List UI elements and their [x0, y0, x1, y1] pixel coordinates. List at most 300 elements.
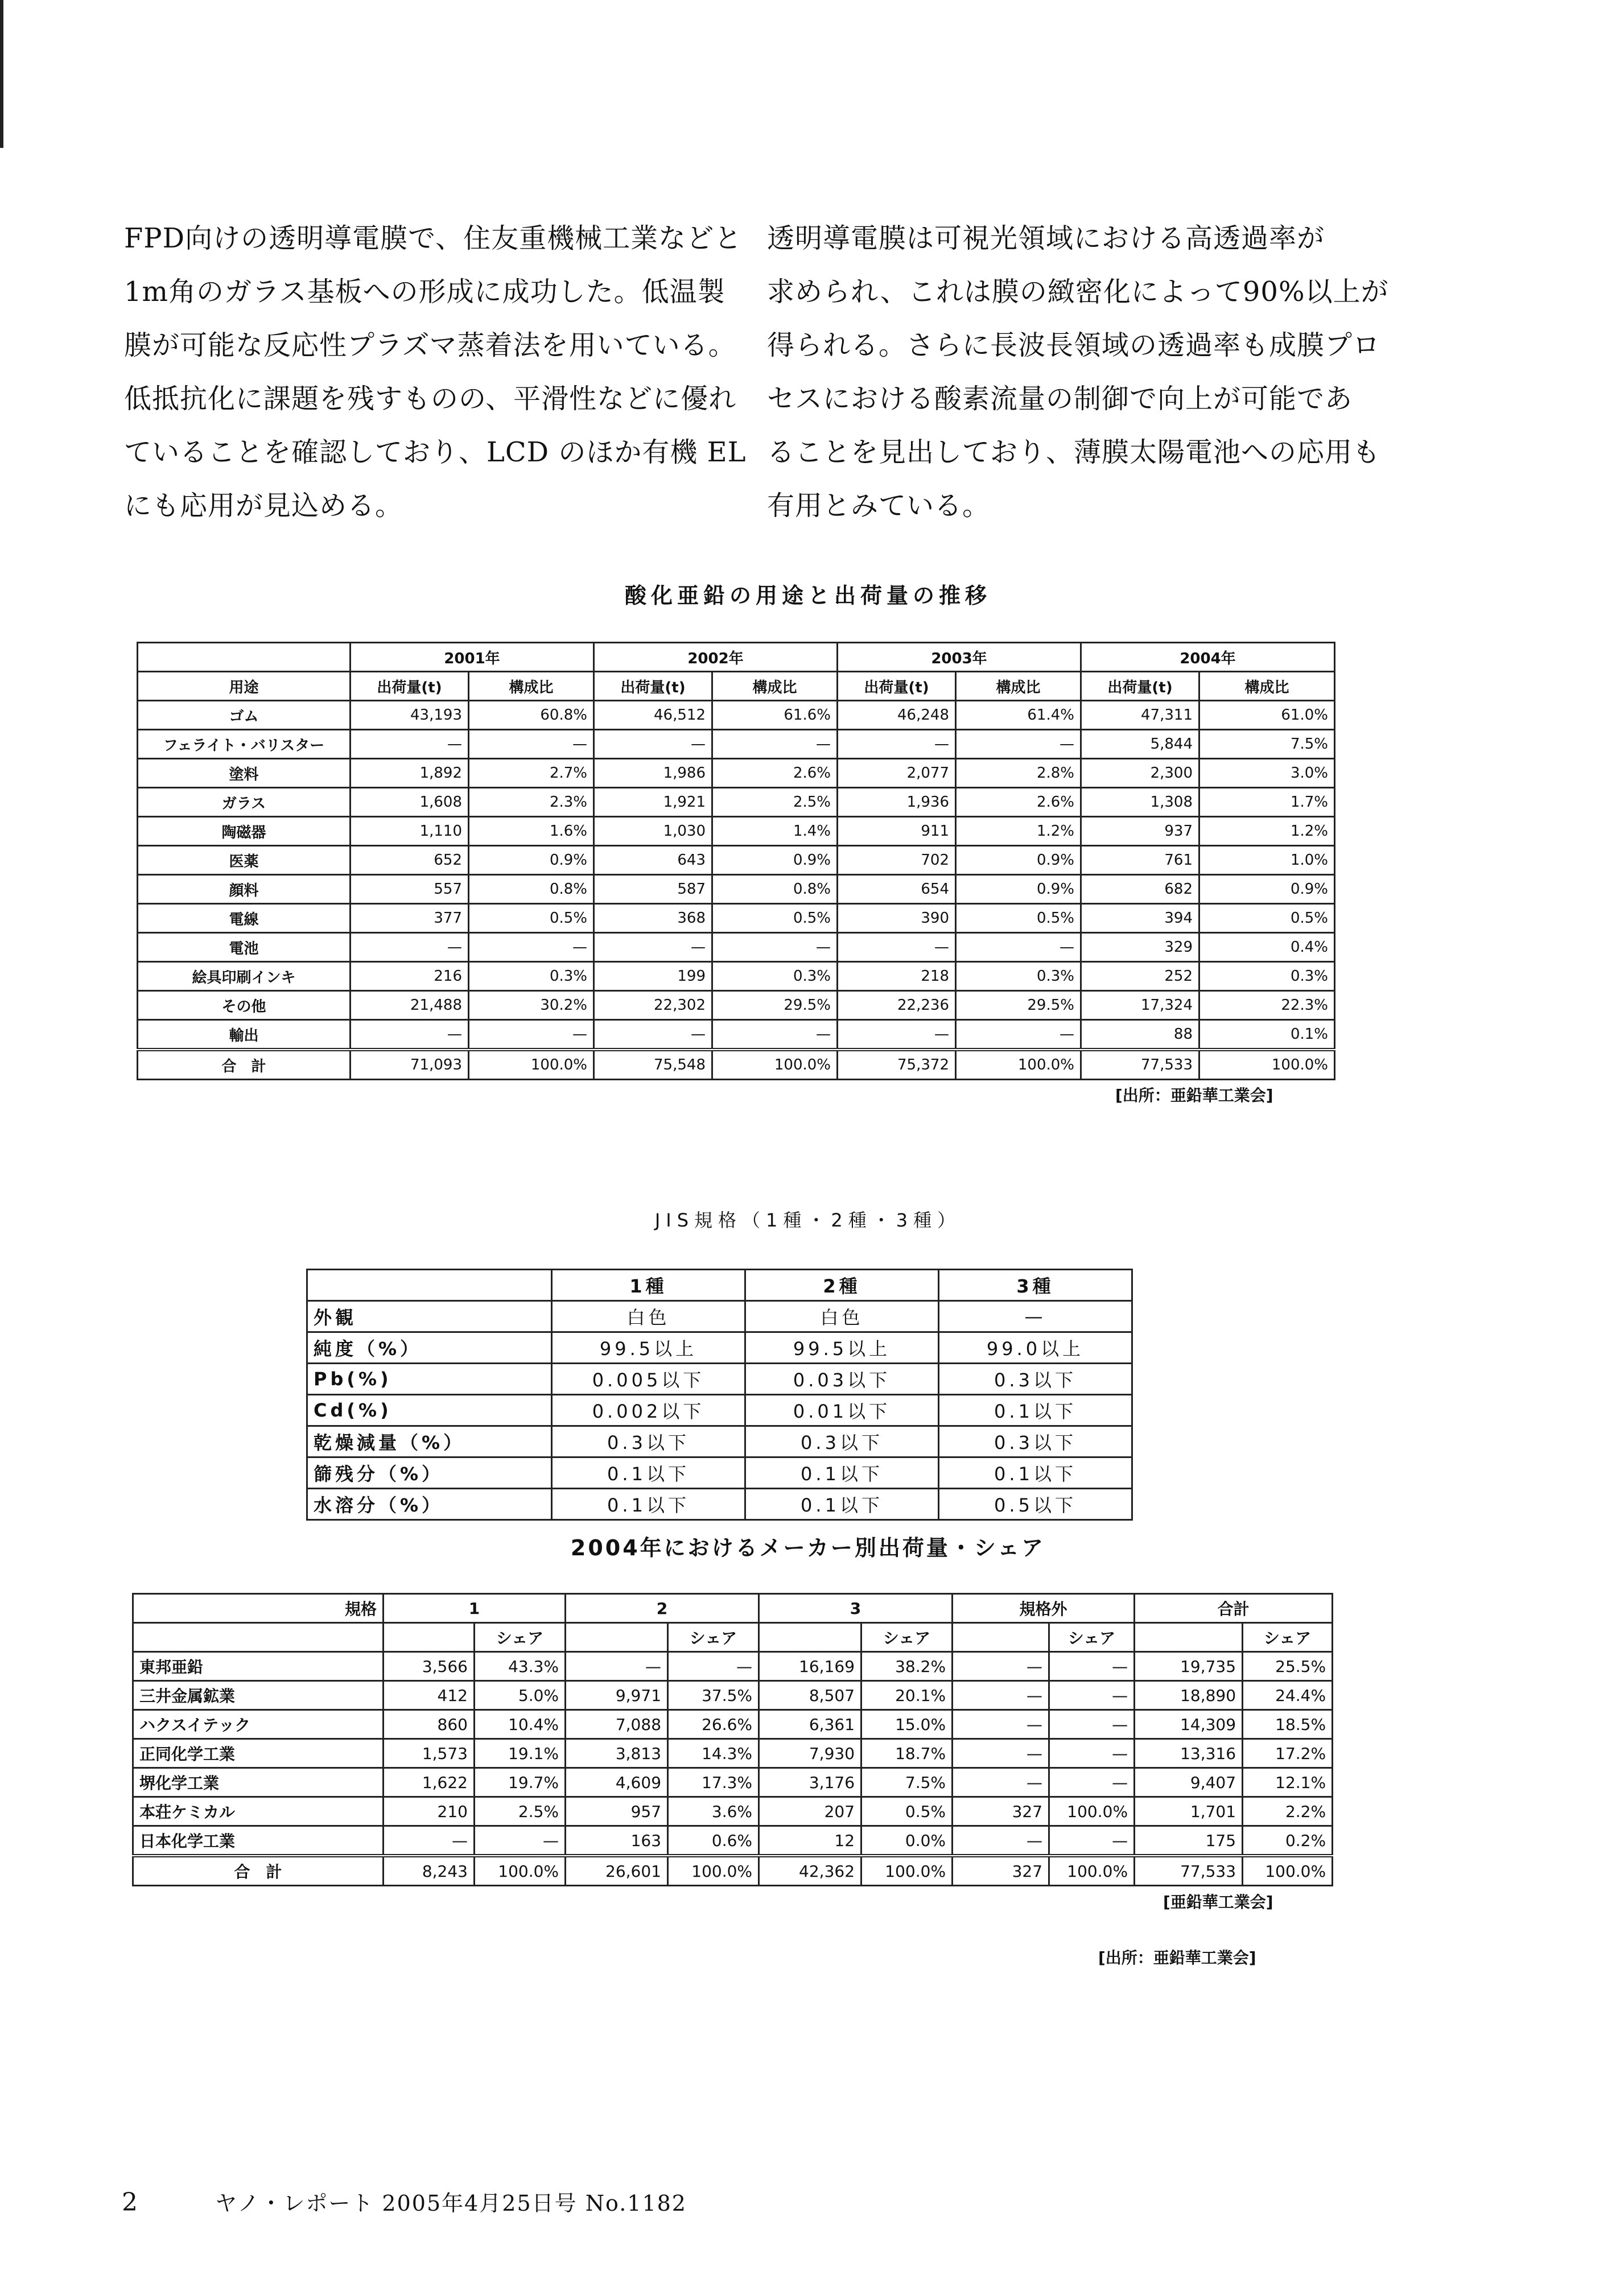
data-cell: 0.1以下	[939, 1457, 1132, 1489]
data-cell: 17,324	[1081, 991, 1199, 1020]
table-header-row	[133, 1623, 1333, 1652]
data-cell: 99.0以上	[939, 1332, 1132, 1364]
maker-name: 本荘ケミカル	[133, 1797, 384, 1826]
data-cell: 2.5%	[712, 788, 838, 817]
data-cell: —	[953, 1768, 1049, 1797]
data-cell: 7.5%	[861, 1768, 953, 1797]
data-cell: 0.0%	[861, 1826, 953, 1856]
table-row	[307, 1457, 1132, 1489]
data-cell: —	[566, 1652, 668, 1681]
usage-label: 顔料	[138, 875, 351, 904]
data-cell: 1.4%	[712, 817, 838, 846]
header-cell	[133, 1623, 384, 1652]
header-cell	[138, 643, 351, 672]
data-cell: 0.1以下	[552, 1489, 745, 1520]
data-cell: 643	[594, 846, 712, 875]
share-header: シェア	[1243, 1623, 1333, 1652]
data-cell: 26.6%	[668, 1710, 759, 1739]
data-cell: 0.3以下	[552, 1426, 745, 1457]
text-line: 1m角のガラス基板への形成に成功した。低温製	[124, 276, 725, 308]
table2-body	[307, 1270, 1132, 1520]
maker-name: ハクスイテック	[133, 1710, 384, 1739]
data-cell: 38.2%	[861, 1652, 953, 1681]
data-cell: 75,372	[838, 1050, 956, 1080]
table3-caption: 2004年におけるメーカー別出荷量・シェア	[570, 1535, 1046, 1560]
data-cell: 18,890	[1135, 1681, 1243, 1710]
property-label: Cd(%)	[307, 1395, 552, 1426]
table-row	[307, 1489, 1132, 1520]
data-cell: 163	[566, 1826, 668, 1856]
header-cell	[1135, 1623, 1243, 1652]
table-row	[138, 962, 1335, 991]
column-header: 出荷量(t)	[594, 672, 712, 701]
table-row	[138, 788, 1335, 817]
data-cell: 0.3%	[1199, 962, 1335, 991]
data-cell: —	[1049, 1826, 1135, 1856]
data-cell: 6,361	[759, 1710, 861, 1739]
data-cell: 14.3%	[668, 1739, 759, 1768]
data-cell: 0.9%	[469, 846, 594, 875]
data-cell: 0.002以下	[552, 1395, 745, 1426]
data-cell: —	[956, 730, 1081, 759]
data-cell: 0.4%	[1199, 933, 1335, 962]
data-cell: 白色	[552, 1301, 745, 1332]
data-cell: 61.6%	[712, 701, 838, 730]
data-cell: 47,311	[1081, 701, 1199, 730]
data-cell: 17.2%	[1243, 1739, 1333, 1768]
data-cell: —	[469, 1020, 594, 1050]
usage-label: 塗料	[138, 759, 351, 788]
table-row	[138, 904, 1335, 933]
text-line: にも応用が見込める。	[124, 490, 403, 522]
table3-source-inner: [亜鉛華工業会]	[1163, 1893, 1273, 1911]
data-cell: —	[939, 1301, 1132, 1332]
usage-label: ゴム	[138, 701, 351, 730]
data-cell: 100.0%	[956, 1050, 1081, 1080]
data-cell: 25.5%	[1243, 1652, 1333, 1681]
body-text	[124, 212, 1389, 530]
data-cell: 7,930	[759, 1739, 861, 1768]
data-cell: 199	[594, 962, 712, 991]
data-cell: 99.5以上	[745, 1332, 939, 1364]
data-cell: 1,573	[384, 1739, 475, 1768]
data-cell: —	[712, 1020, 838, 1050]
header-cell	[953, 1623, 1049, 1652]
usage-label: 陶磁器	[138, 817, 351, 846]
table-row	[138, 933, 1335, 962]
grade-header: 2種	[745, 1270, 939, 1301]
text-line: ることを見出しており、薄膜太陽電池への応用も	[767, 436, 1381, 468]
data-cell: 3,813	[566, 1739, 668, 1768]
column-header: 構成比	[1199, 672, 1335, 701]
binding-edge-mark	[0, 0, 3, 148]
data-cell: 8,243	[384, 1856, 475, 1886]
data-cell: —	[956, 933, 1081, 962]
data-cell: —	[594, 933, 712, 962]
usage-label: フェライト・バリスター	[138, 730, 351, 759]
data-cell: 7.5%	[1199, 730, 1335, 759]
data-cell: 18.7%	[861, 1739, 953, 1768]
data-cell: —	[953, 1681, 1049, 1710]
data-cell: 42,362	[759, 1856, 861, 1886]
data-cell: 0.3以下	[939, 1364, 1132, 1395]
data-cell: 15.0%	[861, 1710, 953, 1739]
data-cell: 1.2%	[956, 817, 1081, 846]
data-cell: 3.0%	[1199, 759, 1335, 788]
data-cell: 0.3%	[469, 962, 594, 991]
share-header: シェア	[861, 1623, 953, 1652]
data-cell: 0.1%	[1199, 1020, 1335, 1050]
data-cell: 377	[351, 904, 469, 933]
data-cell: 46,248	[838, 701, 956, 730]
data-cell: 1,608	[351, 788, 469, 817]
column-header: 構成比	[956, 672, 1081, 701]
data-cell: —	[712, 730, 838, 759]
data-cell: 19.7%	[475, 1768, 566, 1797]
data-cell: 0.3%	[712, 962, 838, 991]
data-cell: 43,193	[351, 701, 469, 730]
data-cell: 26,601	[566, 1856, 668, 1886]
table-row	[133, 1710, 1333, 1739]
data-cell: 0.9%	[956, 846, 1081, 875]
data-cell: 0.1以下	[745, 1457, 939, 1489]
data-cell: 16,169	[759, 1652, 861, 1681]
data-cell: 10.4%	[475, 1710, 566, 1739]
data-cell: 587	[594, 875, 712, 904]
data-cell: 327	[953, 1856, 1049, 1886]
data-cell: 218	[838, 962, 956, 991]
header-cell	[566, 1623, 668, 1652]
data-cell: 0.1以下	[745, 1489, 939, 1520]
maker-name: 東邦亜鉛	[133, 1652, 384, 1681]
data-cell: 0.5%	[1199, 904, 1335, 933]
data-cell: 207	[759, 1797, 861, 1826]
data-cell: 1,986	[594, 759, 712, 788]
data-cell: 46,512	[594, 701, 712, 730]
data-cell: 4,609	[566, 1768, 668, 1797]
text-line: ていることを確認しており、LCD のほか有機 EL	[124, 436, 747, 468]
data-cell: 1.6%	[469, 817, 594, 846]
data-cell: —	[1049, 1739, 1135, 1768]
maker-name: 三井金属鉱業	[133, 1681, 384, 1710]
table-row	[138, 701, 1335, 730]
data-cell: 3,566	[384, 1652, 475, 1681]
data-cell: —	[1049, 1710, 1135, 1739]
table-row	[307, 1332, 1132, 1364]
data-cell: 0.5%	[956, 904, 1081, 933]
data-cell: 2.5%	[475, 1797, 566, 1826]
grade-group-header: 1	[384, 1594, 566, 1623]
maker-name: 日本化学工業	[133, 1826, 384, 1856]
data-cell: 557	[351, 875, 469, 904]
data-cell: 368	[594, 904, 712, 933]
data-cell: 43.3%	[475, 1652, 566, 1681]
data-cell: 0.3以下	[745, 1426, 939, 1457]
table-row	[138, 846, 1335, 875]
table-row	[307, 1301, 1132, 1332]
data-cell: 100.0%	[1049, 1856, 1135, 1886]
table-row	[138, 817, 1335, 846]
data-cell: 860	[384, 1710, 475, 1739]
data-cell: —	[1049, 1681, 1135, 1710]
text-line: セスにおける酸素流量の制御で向上が可能であ	[767, 383, 1353, 415]
usage-label: その他	[138, 991, 351, 1020]
grade-header: 3種	[939, 1270, 1132, 1301]
data-cell: 9,407	[1135, 1768, 1243, 1797]
data-cell: 1,110	[351, 817, 469, 846]
table-row	[138, 875, 1335, 904]
header-cell	[759, 1623, 861, 1652]
data-cell: 0.9%	[1199, 875, 1335, 904]
table-row	[138, 759, 1335, 788]
data-cell: —	[594, 1020, 712, 1050]
data-cell: 1,030	[594, 817, 712, 846]
data-cell: 100.0%	[712, 1050, 838, 1080]
table-row	[133, 1681, 1333, 1710]
data-cell: —	[953, 1652, 1049, 1681]
data-cell: 71,093	[351, 1050, 469, 1080]
table1-body	[138, 643, 1335, 1080]
data-cell: 0.03以下	[745, 1364, 939, 1395]
text-line: 得られる。さらに長波長領域の透過率も成膜プロ	[767, 329, 1381, 361]
data-cell: —	[384, 1826, 475, 1856]
data-cell: 22.3%	[1199, 991, 1335, 1020]
data-cell: 8,507	[759, 1681, 861, 1710]
table-header-row	[307, 1270, 1132, 1301]
data-cell: 412	[384, 1681, 475, 1710]
data-cell: 0.9%	[956, 875, 1081, 904]
year-header: 2004年	[1081, 643, 1335, 672]
usage-label: 電線	[138, 904, 351, 933]
data-cell: 12.1%	[1243, 1768, 1333, 1797]
data-cell: 0.1以下	[552, 1457, 745, 1489]
data-cell: 1,622	[384, 1768, 475, 1797]
data-cell: 2.6%	[712, 759, 838, 788]
data-cell: 0.8%	[712, 875, 838, 904]
data-cell: 394	[1081, 904, 1199, 933]
data-cell: 1,921	[594, 788, 712, 817]
year-header: 2001年	[351, 643, 594, 672]
table-row	[307, 1395, 1132, 1426]
total-row	[138, 1050, 1335, 1080]
data-cell: 761	[1081, 846, 1199, 875]
year-header: 2002年	[594, 643, 838, 672]
data-cell: 29.5%	[956, 991, 1081, 1020]
data-cell: 2.2%	[1243, 1797, 1333, 1826]
data-cell: 0.5以下	[939, 1489, 1132, 1520]
grade-group-header: 規格外	[953, 1594, 1135, 1623]
data-cell: 19,735	[1135, 1652, 1243, 1681]
data-cell: 327	[953, 1797, 1049, 1826]
body-column-right	[767, 212, 1389, 532]
data-cell: 7,088	[566, 1710, 668, 1739]
data-cell: —	[668, 1652, 759, 1681]
table-row	[138, 730, 1335, 759]
data-cell: 20.1%	[861, 1681, 953, 1710]
data-cell: 210	[384, 1797, 475, 1826]
data-cell: 75,548	[594, 1050, 712, 1080]
corner-header: 規格	[133, 1594, 384, 1623]
data-cell: 100.0%	[1243, 1856, 1333, 1886]
jis-standard-table	[306, 1269, 1133, 1521]
data-cell: 390	[838, 904, 956, 933]
maker-name: 堺化学工業	[133, 1768, 384, 1797]
data-cell: 13,316	[1135, 1739, 1243, 1768]
body-column-left	[124, 212, 747, 532]
data-cell: 2.6%	[956, 788, 1081, 817]
data-cell: 22,302	[594, 991, 712, 1020]
data-cell: 0.2%	[1243, 1826, 1333, 1856]
data-cell: 21,488	[351, 991, 469, 1020]
property-label: 純度（%）	[307, 1332, 552, 1364]
data-cell: 2.7%	[469, 759, 594, 788]
table-row	[133, 1652, 1333, 1681]
data-cell: —	[469, 730, 594, 759]
usage-label: 電池	[138, 933, 351, 962]
data-cell: 1.0%	[1199, 846, 1335, 875]
data-cell: —	[953, 1739, 1049, 1768]
data-cell: 100.0%	[668, 1856, 759, 1886]
data-cell: —	[953, 1710, 1049, 1739]
data-cell: 0.3%	[956, 962, 1081, 991]
data-cell: 100.0%	[475, 1856, 566, 1886]
data-cell: —	[351, 1020, 469, 1050]
table2-caption: JIS規格（1種・2種・3種）	[654, 1209, 962, 1231]
data-cell: 61.4%	[956, 701, 1081, 730]
data-cell: 60.8%	[469, 701, 594, 730]
maker-name: 正同化学工業	[133, 1739, 384, 1768]
data-cell: 1.7%	[1199, 788, 1335, 817]
table-row	[138, 1020, 1335, 1050]
data-cell: 22,236	[838, 991, 956, 1020]
column-header: 用途	[138, 672, 351, 701]
column-header: 出荷量(t)	[838, 672, 956, 701]
table3-source: [出所：亜鉛華工業会]	[1098, 1948, 1256, 1967]
share-header: シェア	[475, 1623, 566, 1652]
data-cell: 12	[759, 1826, 861, 1856]
data-cell: 2.8%	[956, 759, 1081, 788]
data-cell: 18.5%	[1243, 1710, 1333, 1739]
total-label: 合 計	[138, 1050, 351, 1080]
data-cell: 100.0%	[861, 1856, 953, 1886]
table-row	[307, 1426, 1132, 1457]
data-cell: —	[953, 1826, 1049, 1856]
text-line: 膜が可能な反応性プラズマ蒸着法を用いている。	[124, 329, 736, 361]
column-header: 出荷量(t)	[1081, 672, 1199, 701]
property-label: Pb(%)	[307, 1364, 552, 1395]
data-cell: 329	[1081, 933, 1199, 962]
data-cell: —	[956, 1020, 1081, 1050]
data-cell: 1,936	[838, 788, 956, 817]
table-row	[133, 1768, 1333, 1797]
table1-caption: 酸化亜鉛の用途と出荷量の推移	[624, 583, 991, 608]
data-cell: 3.6%	[668, 1797, 759, 1826]
data-cell: 0.1以下	[939, 1395, 1132, 1426]
data-cell: —	[475, 1826, 566, 1856]
data-cell: 0.005以下	[552, 1364, 745, 1395]
property-label: 篩残分（%）	[307, 1457, 552, 1489]
data-cell: 652	[351, 846, 469, 875]
column-header: 構成比	[469, 672, 594, 701]
usage-shipment-table	[137, 642, 1335, 1080]
data-cell: 5,844	[1081, 730, 1199, 759]
header-cell	[384, 1623, 475, 1652]
usage-label: ガラス	[138, 788, 351, 817]
column-header: 出荷量(t)	[351, 672, 469, 701]
table-row	[133, 1826, 1333, 1856]
text-line: 透明導電膜は可視光領域における高透過率が	[767, 222, 1325, 254]
data-cell: 88	[1081, 1020, 1199, 1050]
share-header: シェア	[668, 1623, 759, 1652]
grade-group-header: 3	[759, 1594, 953, 1623]
data-cell: 2.3%	[469, 788, 594, 817]
data-cell: 216	[351, 962, 469, 991]
data-cell: 37.5%	[668, 1681, 759, 1710]
data-cell: 175	[1135, 1826, 1243, 1856]
data-cell: —	[351, 730, 469, 759]
data-cell: 14,309	[1135, 1710, 1243, 1739]
data-cell: 0.3以下	[939, 1426, 1132, 1457]
data-cell: 5.0%	[475, 1681, 566, 1710]
data-cell: 0.5%	[861, 1797, 953, 1826]
property-label: 乾燥減量（%）	[307, 1426, 552, 1457]
data-cell: 29.5%	[712, 991, 838, 1020]
table-row	[133, 1797, 1333, 1826]
table-row	[138, 991, 1335, 1020]
data-cell: 9,971	[566, 1681, 668, 1710]
data-cell: —	[1049, 1652, 1135, 1681]
data-cell: 1,892	[351, 759, 469, 788]
data-cell: —	[594, 730, 712, 759]
data-cell: 0.9%	[712, 846, 838, 875]
data-cell: 957	[566, 1797, 668, 1826]
grade-group-header: 合計	[1135, 1594, 1333, 1623]
table1-source: [出所：亜鉛華工業会]	[1115, 1086, 1273, 1105]
data-cell: 937	[1081, 817, 1199, 846]
data-cell: 0.5%	[712, 904, 838, 933]
data-cell: 1.2%	[1199, 817, 1335, 846]
grade-group-header: 2	[566, 1594, 759, 1623]
publication-info: ヤノ・レポート 2005年4月25日号 No.1182	[215, 2191, 687, 2216]
usage-label: 輸出	[138, 1020, 351, 1050]
table-header-row	[138, 643, 1335, 672]
data-cell: 白色	[745, 1301, 939, 1332]
text-line: FPD向けの透明導電膜で、住友重機械工業などと	[124, 222, 743, 254]
data-cell: 1,308	[1081, 788, 1199, 817]
data-cell: 0.01以下	[745, 1395, 939, 1426]
text-line: 低抵抗化に課題を残すものの、平滑性などに優れ	[124, 383, 737, 415]
data-cell: 252	[1081, 962, 1199, 991]
data-cell: 30.2%	[469, 991, 594, 1020]
data-cell: 77,533	[1135, 1856, 1243, 1886]
year-header: 2003年	[838, 643, 1081, 672]
data-cell: —	[469, 933, 594, 962]
data-cell: —	[838, 730, 956, 759]
data-cell: 100.0%	[1049, 1797, 1135, 1826]
data-cell: 911	[838, 817, 956, 846]
maker-share-table	[132, 1593, 1333, 1886]
data-cell: 61.0%	[1199, 701, 1335, 730]
data-cell: 77,533	[1081, 1050, 1199, 1080]
data-cell: 1,701	[1135, 1797, 1243, 1826]
data-cell: 682	[1081, 875, 1199, 904]
table-row	[133, 1739, 1333, 1768]
data-cell: —	[838, 933, 956, 962]
text-line: 求められ、これは膜の緻密化によって90%以上が	[767, 276, 1389, 308]
total-row	[133, 1856, 1333, 1886]
data-cell: 99.5以上	[552, 1332, 745, 1364]
data-cell: 0.8%	[469, 875, 594, 904]
